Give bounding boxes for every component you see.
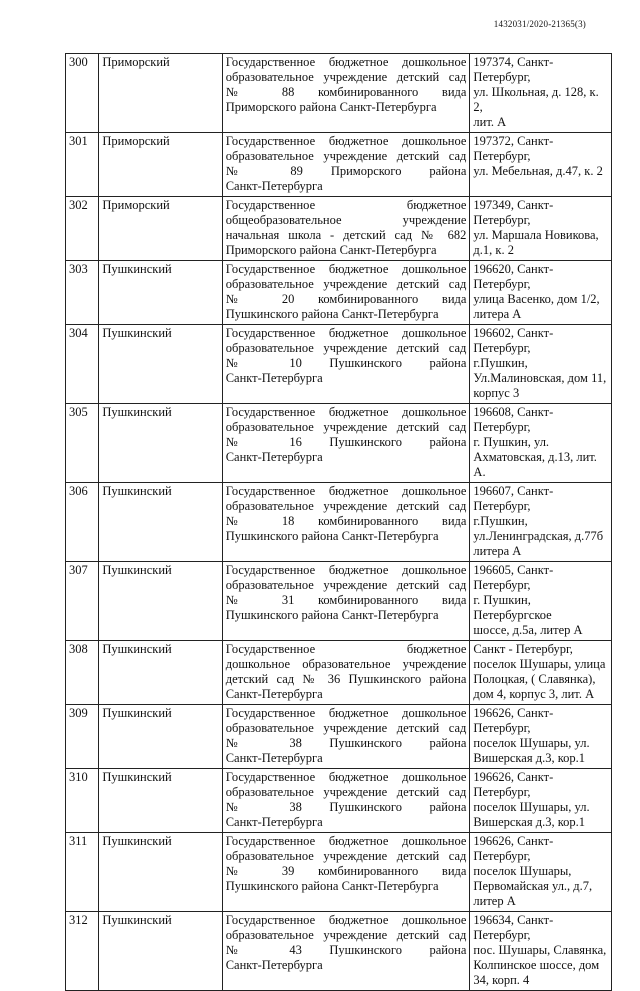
address-line: Первомайская ул., д.7, — [473, 879, 593, 893]
address-line: 196620, Санкт-Петербург, — [473, 262, 554, 291]
table-row — [66, 483, 612, 562]
address-cell — [470, 705, 612, 769]
organization-cell — [222, 769, 470, 833]
table-row — [66, 325, 612, 404]
organization-line: Государственное бюджетное дошкольное — [225, 55, 467, 69]
address-line: 197349, Санкт-Петербург, — [473, 198, 554, 227]
district-cell: Пушкинский — [99, 912, 222, 991]
address-line: 197374, Санкт-Петербург, — [473, 55, 554, 84]
address-line: 196608, Санкт-Петербург, — [473, 405, 554, 434]
organization-line: образовательное учреждение детский сад — [225, 785, 467, 799]
organization-line: образовательное учреждение детский сад — [225, 928, 467, 942]
organization-cell — [222, 133, 470, 197]
organization-line: образовательное учреждение детский сад — [225, 341, 467, 355]
table-row — [66, 54, 612, 133]
address-line: 196626, Санкт-Петербург, — [473, 834, 554, 863]
row-number: 305 — [66, 404, 99, 483]
organization-line: Государственное бюджетное — [225, 198, 467, 212]
organization-cell — [222, 325, 470, 404]
organization-line: Государственное бюджетное дошкольное — [225, 706, 467, 720]
organization-line: № 38 Пушкинского района — [225, 736, 467, 750]
organization-line: образовательное учреждение детский сад — [225, 277, 467, 291]
address-line: 196626, Санкт-Петербург, — [473, 706, 554, 735]
address-line: ул. Мебельная, д.47, к. 2 — [473, 164, 603, 178]
address-line: дом 4, корпус 3, лит. А — [473, 687, 595, 701]
row-number: 304 — [66, 325, 99, 404]
address-cell — [470, 54, 612, 133]
district-cell: Приморский — [99, 54, 222, 133]
organization-line: дошкольное образовательное учреждение — [225, 657, 467, 671]
organization-line: Государственное бюджетное дошкольное — [225, 326, 467, 340]
organization-line: Государственное бюджетное дошкольное — [225, 834, 467, 848]
organization-cell — [222, 483, 470, 562]
address-line: Вишерская д.3, кор.1 — [473, 815, 586, 829]
district-cell: Приморский — [99, 197, 222, 261]
row-number: 309 — [66, 705, 99, 769]
organization-line: начальная школа - детский сад № 682 — [225, 228, 467, 242]
organization-line: № 10 Пушкинского района — [225, 356, 467, 370]
address-line: 196607, Санкт-Петербург, — [473, 484, 554, 513]
registry-table-body — [66, 54, 612, 991]
organization-line: Государственное бюджетное дошкольное — [225, 134, 467, 148]
organization-line: № 38 Пушкинского района — [225, 800, 467, 814]
table-row — [66, 404, 612, 483]
organization-line: № 39 комбинированного вида — [225, 864, 467, 878]
address-line: 196634, Санкт-Петербург, — [473, 913, 554, 942]
organization-line: Пушкинского района Санкт-Петербурга — [225, 307, 439, 321]
table-row — [66, 133, 612, 197]
document-number: 1432031/2020-21365(3) — [493, 19, 586, 29]
address-line: Санкт - Петербург, — [473, 642, 573, 656]
table-row — [66, 833, 612, 912]
organization-line: Санкт-Петербурга — [225, 450, 323, 464]
table-row — [66, 562, 612, 641]
address-line: 196605, Санкт-Петербург, — [473, 563, 554, 592]
district-cell: Пушкинский — [99, 705, 222, 769]
address-line: Ул.Малиновская, дом 11, — [473, 371, 607, 385]
address-line: литера А — [473, 307, 522, 321]
table-row — [66, 261, 612, 325]
row-number: 312 — [66, 912, 99, 991]
organization-cell — [222, 912, 470, 991]
organization-cell — [222, 562, 470, 641]
address-line: ул. Маршала Новикова, — [473, 228, 599, 242]
address-line: улица Васенко, дом 1/2, — [473, 292, 600, 306]
organization-line: Государственное бюджетное дошкольное — [225, 262, 467, 276]
organization-line: Государственное бюджетное — [225, 642, 467, 656]
address-line: шоссе, д.5а, литер А — [473, 623, 583, 637]
district-cell: Пушкинский — [99, 261, 222, 325]
address-cell — [470, 912, 612, 991]
organization-cell — [222, 641, 470, 705]
address-line: г. Пушкин, ул. — [473, 435, 550, 449]
address-cell — [470, 261, 612, 325]
address-line: 196626, Санкт-Петербург, — [473, 770, 554, 799]
organization-line: общеобразовательное учреждение — [225, 213, 467, 227]
address-cell — [470, 562, 612, 641]
address-line: ул.Ленинградская, д.77б — [473, 529, 604, 543]
organization-line: № 88 комбинированного вида — [225, 85, 467, 99]
organization-line: образовательное учреждение детский сад — [225, 578, 467, 592]
organization-line: № 31 комбинированного вида — [225, 593, 467, 607]
organization-cell — [222, 705, 470, 769]
address-line: литера А — [473, 544, 522, 558]
address-line: д.1, к. 2 — [473, 243, 514, 257]
address-line: корпус 3 — [473, 386, 520, 400]
address-line: пос. Шушары, Славянка, — [473, 943, 607, 957]
row-number: 306 — [66, 483, 99, 562]
organization-line: № 16 Пушкинского района — [225, 435, 467, 449]
address-line: 34, корп. 4 — [473, 973, 530, 987]
table-row — [66, 197, 612, 261]
organization-line: Санкт-Петербурга — [225, 815, 323, 829]
table-row — [66, 912, 612, 991]
organization-cell — [222, 197, 470, 261]
address-cell — [470, 197, 612, 261]
organization-line: Санкт-Петербурга — [225, 179, 323, 193]
table-row — [66, 641, 612, 705]
organization-line: Пушкинского района Санкт-Петербурга — [225, 608, 439, 622]
row-number: 301 — [66, 133, 99, 197]
organization-line: Государственное бюджетное дошкольное — [225, 405, 467, 419]
address-line: лит. А — [473, 115, 507, 129]
organization-line: Санкт-Петербурга — [225, 371, 323, 385]
district-cell: Пушкинский — [99, 833, 222, 912]
district-cell: Пушкинский — [99, 404, 222, 483]
address-line: поселок Шушары, ул. — [473, 736, 590, 750]
organization-cell — [222, 833, 470, 912]
row-number: 311 — [66, 833, 99, 912]
address-line: поселок Шушары, ул. — [473, 800, 590, 814]
organization-line: № 43 Пушкинского района — [225, 943, 467, 957]
address-line: г.Пушкин, — [473, 514, 528, 528]
address-line: 196602, Санкт-Петербург, — [473, 326, 554, 355]
address-cell — [470, 483, 612, 562]
organization-line: № 89 Приморского района — [225, 164, 467, 178]
row-number: 303 — [66, 261, 99, 325]
address-line: Ахматовская, д.13, лит. А. — [473, 450, 597, 479]
address-line: 197372, Санкт-Петербург, — [473, 134, 554, 163]
organization-line: Санкт-Петербурга — [225, 687, 323, 701]
row-number: 302 — [66, 197, 99, 261]
organization-line: образовательное учреждение детский сад — [225, 499, 467, 513]
address-cell — [470, 404, 612, 483]
address-line: Вишерская д.3, кор.1 — [473, 751, 586, 765]
organization-line: № 20 комбинированного вида — [225, 292, 467, 306]
row-number: 307 — [66, 562, 99, 641]
organization-cell — [222, 54, 470, 133]
address-line: г.Пушкин, — [473, 356, 528, 370]
address-line: ул. Школьная, д. 128, к. 2, — [473, 85, 599, 114]
address-line: литер А — [473, 894, 516, 908]
organization-line: Санкт-Петербурга — [225, 958, 323, 972]
row-number: 300 — [66, 54, 99, 133]
address-line: г. Пушкин, Петербургское — [473, 593, 552, 622]
organization-line: Пушкинского района Санкт-Петербурга — [225, 879, 439, 893]
row-number: 308 — [66, 641, 99, 705]
district-cell: Пушкинский — [99, 562, 222, 641]
organization-line: Санкт-Петербурга — [225, 751, 323, 765]
address-cell — [470, 769, 612, 833]
organization-line: образовательное учреждение детский сад — [225, 849, 467, 863]
district-cell: Пушкинский — [99, 641, 222, 705]
district-cell: Пушкинский — [99, 483, 222, 562]
organization-line: образовательное учреждение детский сад — [225, 420, 467, 434]
table-row — [66, 705, 612, 769]
address-cell — [470, 133, 612, 197]
organization-line: № 18 комбинированного вида — [225, 514, 467, 528]
district-cell: Приморский — [99, 133, 222, 197]
address-cell — [470, 325, 612, 404]
organization-line: детский сад № 36 Пушкинского района — [225, 672, 467, 686]
address-line: Полоцкая, ( Славянка), — [473, 672, 596, 686]
table-row — [66, 769, 612, 833]
organization-line: Государственное бюджетное дошкольное — [225, 913, 467, 927]
organization-cell — [222, 261, 470, 325]
address-line: поселок Шушары, — [473, 864, 572, 878]
organization-line: Приморского района Санкт-Петербурга — [225, 100, 437, 114]
organization-line: образовательное учреждение детский сад — [225, 721, 467, 735]
row-number: 310 — [66, 769, 99, 833]
organization-line: Государственное бюджетное дошкольное — [225, 563, 467, 577]
district-cell: Пушкинский — [99, 325, 222, 404]
district-cell: Пушкинский — [99, 769, 222, 833]
registry-table — [65, 53, 612, 991]
address-line: Колпинское шоссе, дом — [473, 958, 600, 972]
organization-line: образовательное учреждение детский сад — [225, 70, 467, 84]
organization-line: образовательное учреждение детский сад — [225, 149, 467, 163]
address-line: поселок Шушары, улица — [473, 657, 606, 671]
organization-line: Приморского района Санкт-Петербурга — [225, 243, 437, 257]
organization-cell — [222, 404, 470, 483]
organization-line: Государственное бюджетное дошкольное — [225, 770, 467, 784]
organization-line: Государственное бюджетное дошкольное — [225, 484, 467, 498]
address-cell — [470, 833, 612, 912]
address-cell — [470, 641, 612, 705]
organization-line: Пушкинского района Санкт-Петербурга — [225, 529, 439, 543]
